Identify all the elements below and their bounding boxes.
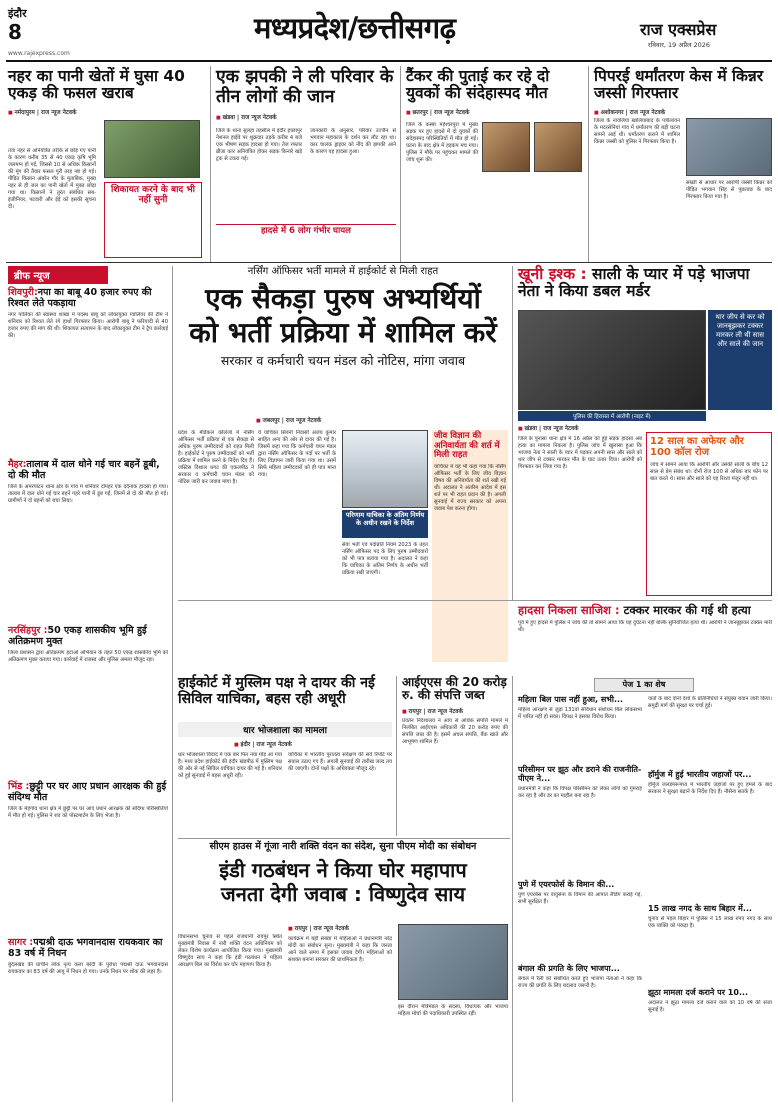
divider: [396, 676, 397, 836]
byline: ■ छतरपुर | राज न्यूज नेटवर्क: [406, 108, 584, 116]
cm-event-photo: [398, 924, 508, 1000]
injured-box: [216, 224, 396, 260]
lead-body-1: प्रदेश के मेडिकल कॉलेजों में नर्सिंग ऑफिसर भर्ती प्रक्रिया से एक सैकड़ा से अधिक पुरुष उम्मीदवारों को राहत मिली है। हाईकोर्ट ने पुरुष उम्मीदवारों को भर्ती प्रक्रिया में शामिल करने के निर्देश दिए हैं। जस्टिस विशाल धगट की एकलपीठ ने सरकार व कर्मचारी चयन मंडल को नोटिस जारी कर जवाब मांगा है।: [178, 430, 254, 486]
ias-body: प्रवर्तन निदेशालय ने आय से अधिक संपत्ति मामले में निलंबित आईएएस अधिकारी की 20 करोड़ रुपए की संपत्ति जब्त की है। इसमें अचल संपत्ति, बैंक खाते और आभूषण शामिल हैं।: [402, 717, 508, 745]
body: जिला के नावलिया खालियाबाद के पत्रीलायन के मदरसेनियां गांव में धर्मांतरण की बड़ी घटना सामने आई थी। धर्मांतरण कराने में शामिल किन्नर जस्सी को पुलिस ने गिरफ्तार किया है।: [594, 118, 680, 146]
brief-title: [8, 938, 168, 959]
victim-photo-2: [534, 122, 582, 172]
lead-headline-2: को भर्ती प्रक्रिया में शामिल करें: [189, 315, 497, 349]
hc-body-2: याचिका में भारतीय पुरातत्व सर्वेक्षण की सर्वे रिपोर्ट पर सवाल उठाए गए हैं। अगली सुनवाई की तारीख जल्द तय की जाएगी। दोनों पक्षों के अधिवक्ता मौजूद रहे।: [288, 752, 392, 773]
cont-body: बंगाल में रैली को संबोधित करते हुए भाजपा नेताओं ने कहा कि राज्य की प्रगति के लिए बदलाव जरूरी है।: [518, 975, 642, 989]
divider: [210, 66, 211, 262]
divider: [512, 266, 513, 600]
brief-label: ब्रीफ न्यूज: [8, 266, 108, 284]
top-story-1: [8, 68, 206, 260]
section-title: मध्यप्रदेश/छत्तीसगढ़: [254, 11, 456, 45]
lead-story: [178, 266, 508, 666]
cm-kicker: सीएम हाउस में गूंजा नारी शक्ति वंदन का संदेश, सुना पीएम मोदी का संबोधन: [209, 841, 477, 852]
cm-headline-2: जनता देगी जवाब : विष्णुदेव साय: [220, 882, 466, 907]
headline: एक झपकी ने ली परिवार के तीन लोगों की जान: [216, 67, 394, 107]
cont-body: प्रधानमंत्री ने कहा कि विपक्ष परिसीमन को लेकर लोगों को गुमराह कर रहा है और डर का माहौल बना रहा है।: [518, 785, 642, 799]
brief-title: [8, 288, 168, 309]
brief-item-2: [8, 460, 168, 620]
side-body: याचिका में यह भी कहा गया कि नर्सिंग ऑफिसर भर्ती के लिए जीव विज्ञान विषय की अनिवार्यता की शर्त रखी गई थी। अदालत ने अंतरिम आदेश में इस शर्त पर भी राहत प्रदान की है। अगली सुनवाई में राज्य सरकार को अपना जवाब पेश करना होगा।: [434, 463, 506, 512]
right-continuations: [518, 696, 772, 1102]
cm-byline: ■ रायपुर | राज न्यूज नेटवर्क: [288, 924, 349, 932]
body: जिले के कस्बा महेश्वरपुरा में मुख्य सड़क पर हुए हादसे में दो युवकों की संदेहास्पद परिस्थितियों में मौत हो गई। घटना के बाद क्षेत्र में हड़कंप मच गया। पुलिस ने मौके पर पहुंचकर मामले की जांच शुरू की।: [406, 122, 478, 164]
brief-place: मैहर:: [8, 459, 27, 470]
cont-title: झूठा मामला दर्ज कराने पर 10...: [648, 987, 749, 997]
accident-headline: [518, 604, 772, 617]
cont-body: पुणे एयरबेस पर वायुसेना के विमान की आपात लैंडिंग कराई गई, सभी सुरक्षित हैं।: [518, 891, 642, 905]
brief-body: जिला प्रशासन द्वारा अतिक्रमण हटाओ अभियान के तहत 50 एकड़ शासकीय भूमि को अतिक्रमण मुक्त कराया गया। कार्रवाई में राजस्व और पुलिस अमला मौजूद रहा।: [8, 650, 168, 664]
brief-body: बुंदेलखंड की प्राचीन लोक नृत्य कला बरेदी के पुरोधा पद्मश्री दाऊ भगवानदास रायकवार का 83 वर्ष की आयु में निधन हो गया। उनके निधन पर शोक की लहर है।: [8, 962, 168, 976]
lead-headline-1: एक सैकड़ा पुरुष अभ्यर्थियों: [205, 282, 481, 316]
accused-photo: [518, 310, 706, 410]
brief-body: जिले के अमरपाटन थाना क्षेत्र के गांव में शनिवार दोपहर एक दर्दनाक हादसा हो गया। तालाब में दाल धोने गई चार बहनें गहरे पानी में डूब गईं, जिनमें से दो की मौत हो गई। ग्रामीणों ने दो बहनों को बचा लिया।: [8, 484, 168, 505]
brief-place: शिवपुरी:: [8, 287, 38, 298]
cm-headline-1: इंडी गठबंधन ने किया घोर महापाप: [219, 857, 467, 882]
sidebar-box: [104, 182, 202, 258]
lead-body-2: ये याचिका सिवनी निवासी अजय कुमार साहित अन्य की ओर से दायर की गई है। जिसमें कहा गया कि कर्मचारी चयन मंडल द्वारा नर्सिंग ऑफिसर के पदों पर भर्ती के लिए विज्ञापन जारी किया गया था। उसमें सिर्फ महिला उम्मीदवारों को ही पात्र माना गया।: [258, 430, 336, 479]
cont-body: महिला आरक्षण से जुड़ा 131वां संविधान संशोधन बिल लोकसभा में पारित नहीं हो सका। विपक्ष ने इसका विरोध किया।: [518, 706, 642, 720]
hc-body-1: धार भोजशाला विवाद में एक बार फिर नया मोड़ आ गया है। मध्य प्रदेश हाईकोर्ट की इंदौर खंडपीठ में मुस्लिम पक्ष की ओर से नई सिविल याचिका दायर की गई है। शनिवार को हुई सुनवाई में बहस अधूरी रही।: [178, 752, 282, 780]
brief-headline: छुट्टी पर घर आए प्रधान आरक्षक की हुई संदिग्ध मौत: [8, 781, 167, 803]
sidebar-title: शिकायत करने के बाद भी नहीं सुनी: [111, 185, 195, 206]
ias-headline: आईएएस की 20 करोड़ रु. की संपत्ति जब्त: [402, 675, 507, 703]
top-story-4: [594, 68, 772, 260]
cm-body-1: विधानसभा चुनाव से पहले राजधानी रायपुर स्थित मुख्यमंत्री निवास में नारी शक्ति वंदन अधिनियम को लेकर विशेष कार्यक्रम आयोजित किया गया। मुख्यमंत्री विष्णुदेव साय ने कहा कि इंडी गठबंधन ने महिला आरक्षण बिल का विरोध कर घोर महापाप किया है।: [178, 934, 282, 969]
color-bar: [300, 1100, 480, 1106]
brief-body: नगर पालिका की स्वास्थ्य शाखा में पदस्थ बाबू को लोकायुक्त ग्वालियर की टीम ने शनिवार को रिश्वत लेते रंगे हाथों गिरफ्तार किया। आरोपी बाबू ने फरियादी से 40 हजार रुपए की मांग की थी। शिकायत सत्यापन के बाद लोकायुक्त टीम ने ट्रैप कार्रवाई की।: [8, 312, 168, 340]
body: जिले के थाना सुलहा तहसील में इंदौर इच्छापुर नेशनल हाईवे पर शुक्रवार तड़के करीब 4 बजे एक भीषण सड़क हादसा हो गया। तेज रफ्तार ब्रीजा कार अनियंत्रित होकर सड़क किनारे खड़े ट्रक से टकरा गई।: [216, 128, 302, 163]
byline: ■ नर्मदापुरम | राज न्यूज नेटवर्क: [8, 108, 206, 116]
brief-title: [8, 782, 168, 803]
side-panel: [432, 430, 508, 662]
hc-headline: हाईकोर्ट में मुस्लिम पक्ष ने दायर की नई सिविल याचिका, बहस रही अधूरी: [178, 675, 375, 707]
cm-story: [178, 842, 508, 1102]
brief-place: सागर :: [8, 937, 34, 948]
crime-headline: [518, 266, 772, 301]
byline: ■ अशोकनगर | राज न्यूज नेटवर्क: [594, 108, 772, 116]
cont-title: बंगाल की प्रगति के लिए भाजपा...: [518, 963, 620, 973]
brief-news: [8, 266, 168, 1102]
cont-title: परिसीमन पर झूठ और डराने की राजनीति- पीएम ने...: [518, 764, 642, 783]
cm-body-3: इस दौरान मंत्रिमंडल के सदस्य, विधायक और भाजपा महिला मोर्चा की पदाधिकारी उपस्थित रहीं।: [398, 1004, 508, 1018]
cont-title: हॉर्मुज में हुई भारतीय जहाजों पर...: [648, 770, 752, 779]
callout-body: जांच में सामने आया कि आरोपी और उसकी साली के बीच 12 साल से प्रेम संबंध था। दोनों रोज 100 से अधिक बार फोन पर बात करते थे। सास और साले को यह रिश्ता मंजूर नहीं था।: [650, 462, 768, 483]
masthead-rule: [6, 60, 772, 62]
brief-headline: 50 एकड़ शासकीय भूमि हुई अतिक्रमण मुक्त: [8, 625, 147, 647]
cont-title: महिला बिल पास नहीं हुआ, सभी...: [518, 695, 624, 704]
brand-logo: राज एक्सप्रेस: [640, 20, 717, 39]
box-title: हादसे में 6 लोग गंभीर घायल: [261, 226, 351, 236]
arrest-photo: [686, 118, 772, 176]
crime-story: [518, 266, 772, 600]
brief-headline: पद्मश्री दाऊ भगवानदास रायकवार का 83 वर्ष में निधन: [8, 937, 163, 959]
byline: ■ खंडवा | राज न्यूज नेटवर्क: [216, 113, 396, 121]
brief-place: नरसिंहपुर :: [8, 625, 48, 636]
cont-title: 15 लाख नगद के साथ बिहार में...: [648, 903, 752, 913]
cont-body: चुनाव से पहले बिहार में पुलिस ने 15 लाख रुपए नगद के साथ एक व्यक्ति को पकड़ा है।: [648, 915, 772, 929]
body-2: सख्ती से आधार पर आरोपी जस्सी किन्नर को पीड़ित भगवान सिंह से पूछताछ के बाद गिरफ्तार किया गया है।: [686, 180, 772, 201]
accident-kicker: हादसा निकला साजिश :: [518, 603, 620, 617]
hc-byline: ■ इंदौर | राज न्यूज नेटवर्क: [234, 740, 292, 748]
accident-title: टक्कर मारकर की गई थी हत्या: [623, 603, 751, 617]
rule: [178, 838, 510, 839]
court-building-photo: [342, 430, 428, 508]
divider: [512, 676, 513, 1102]
hc-story: [178, 676, 392, 836]
date-line: रविवार, 19 अप्रैल 2026: [648, 41, 711, 49]
lead-deck: सरकार व कर्मचारी चयन मंडल को नोटिस, मांगा जवाब: [220, 352, 466, 368]
brief-headline: नपा का बाबू 40 हजार रुपए की रिश्वत लेते पकड़ाया: [8, 287, 152, 309]
rule: [178, 600, 772, 601]
top-row-rule: [6, 262, 772, 263]
brief-title: [8, 460, 168, 481]
callout-title: 12 साल का अफेयर और 100 कॉल रोज: [650, 436, 744, 459]
crime-title: साली के प्यार में पड़े भाजपा नेता ने किया डबल मर्डर: [518, 265, 750, 301]
city-label: इंदौर: [8, 7, 27, 20]
photo-note: [708, 310, 772, 410]
divider: [588, 66, 589, 262]
continuation-label: पेज 1 का शेष: [594, 678, 694, 692]
body: तवा नहर से अनियंत्रित तरीके से छोड़े गए पानी के कारण करीब 35 से 40 एकड़ कृषि भूमि जलमग्न हो गई, जिससे 10 से अधिक किसानों की मूंग की तैयार फसल पूरी तरह नष्ट हो गई। पीड़ित किसान अंबरेन गौर के मुताबिक, मुख्य नहर से ही जल का पानी खेतों में मुक्त छोड़ा गया था। किसानों ने तुरंत संबंधित सब-इंजीनियर, पटवारी और ईई को इसकी सूचना दी।: [8, 148, 96, 211]
brief-item-3: [8, 626, 168, 776]
headline: टैंकर की पुताई कर रहे दो युवकों की संदेहास्पद मौत: [406, 67, 550, 103]
divider: [400, 66, 401, 262]
top-story-3: [406, 68, 584, 260]
website[interactable]: www.rajexpress.com: [8, 50, 70, 57]
top-story-2: [216, 68, 396, 260]
callout-box: [646, 432, 772, 596]
ias-byline: ■ रायपुर | राज न्यूज नेटवर्क: [402, 707, 508, 715]
cont-body: हॉर्मुज जलडमरूमध्य में भारतीय जहाजों पर हुए हमले के बाद सरकार ने सुरक्षा बढ़ाने के निर्देश दिए हैं। नौसेना सतर्क है।: [648, 781, 772, 795]
cont-col-1: [518, 696, 642, 1102]
headline: पिपरई धर्मांतरण केस में किन्नर जस्सी गिरफ्तार: [594, 67, 764, 103]
brief-title: [8, 626, 168, 647]
body-2: जानकारी के अनुसार, परिवार उज्जैन से भगवान महाकाल के दर्शन कर लौट रहा था। कार चालक ड्राइवर को नींद की झपकी आने के कारण यह हादसा हुआ।: [310, 128, 396, 156]
lead-body-3: सेवा भर्ती एवं पदोन्नति नियम 2023 के तहत नर्सिंग ऑफिसर पद के लिए पुरुष उम्मीदवारों को भी पात्र बताया गया है। अदालत ने कहा कि याचिका के अंतिम निर्णय के अधीन भर्ती प्रक्रिया रखी जाएगी।: [342, 542, 428, 577]
cont-title: पुणे में एयरफोर्स के विमान की...: [518, 879, 615, 889]
side-head: जीव विज्ञान की अनिवार्यता की शर्त में मिली राहत: [434, 431, 500, 461]
cont-col-2: [648, 696, 772, 1102]
masthead: [0, 0, 778, 62]
brief-body: जिले के मेहगांव थाना क्षेत्र में छुट्टी पर घर आए प्रधान आरक्षक की संदिग्ध परिस्थितियों में मौत हो गई। पुलिस ने शव को पोस्टमार्टम के लिए भेजा है।: [8, 806, 168, 820]
brief-item-1: [8, 288, 168, 454]
accident-story: [518, 604, 772, 676]
cm-body-2: कार्यक्रम में बड़ी संख्या में महिलाओं ने प्रधानमंत्री नरेंद्र मोदी का संबोधन सुना। मुख्यमंत्री ने कहा कि जनता आने वाले समय में इसका जवाब देगी। महिलाओं को सशक्त बनाना सरकार की प्राथमिकता है।: [288, 936, 392, 964]
divider: [172, 266, 173, 1102]
accident-body: पूर्व में हुए हादसे में पुलिस ने जांच की तो सामने आया कि यह दुर्घटना नहीं बल्कि सुनियोजित हत्या थी। आरोपी ने जानबूझकर टक्कर मारी थी।: [518, 619, 772, 633]
photo-caption: [342, 510, 428, 538]
lead-byline: ■ जबलपुर | राज न्यूज नेटवर्क: [256, 416, 321, 424]
victim-photo-1: [482, 122, 530, 172]
brief-place: भिंड :: [8, 781, 30, 792]
brief-item-4: [8, 782, 168, 932]
cont-body: वार्ता के बाद दोनों देशों के प्रतिनिधियों ने संयुक्त बयान जारी किया। समुद्री मार्ग की सुरक्षा पर चर्चा हुई।: [648, 696, 772, 710]
headline: नहर का पानी खेतों में घुसा 40 एकड़ की फसल खराब: [8, 67, 185, 103]
brief-headline: तालाब में दाल धोने गई चार बहनें डूबी, दो की मौत: [8, 459, 160, 481]
cont-body: अदालत ने झूठा मामला दर्ज कराने वाले को 10 वर्ष की सजा सुनाई है।: [648, 999, 772, 1013]
note-text: थार जीप से कर को जानबूझकर टक्कर मारकर ली थी सास और साले की जान: [715, 313, 765, 349]
page-number: 8: [8, 20, 22, 44]
crime-body: जिले के पुनासा थाना क्षेत्र में 16 अप्रैल को हुई सड़क हादसा अब हत्या का मामला निकला है। पुलिस जांच में खुलासा हुआ कि भाजपा नेता ने साली के प्यार में पड़कर अपनी सास और साले को थार जीप से टक्कर मारकर मौत के घाट उतार दिया। आरोपी को गिरफ्तार कर लिया गया है।: [518, 436, 642, 471]
photo-caption: पुलिस की हिरासत में आरोपी (नाइट में): [518, 411, 706, 421]
field-photo: [104, 120, 200, 178]
ias-story: [402, 676, 508, 836]
brief-item-5: [8, 938, 168, 1098]
caption-text: परिणाम याचिका के अंतिम निर्णय के अधीन रखने के निर्देश: [345, 511, 425, 527]
crime-kicker: खूनी इश्क :: [518, 265, 587, 283]
hc-sub: धार भोजशाला का मामला: [178, 722, 392, 737]
crime-byline: ■ खंडवा | राज न्यूज नेटवर्क: [518, 424, 579, 432]
lead-kicker: नर्सिंग ऑफिसर भर्ती मामले में हाईकोर्ट से मिली राहत: [247, 266, 439, 277]
